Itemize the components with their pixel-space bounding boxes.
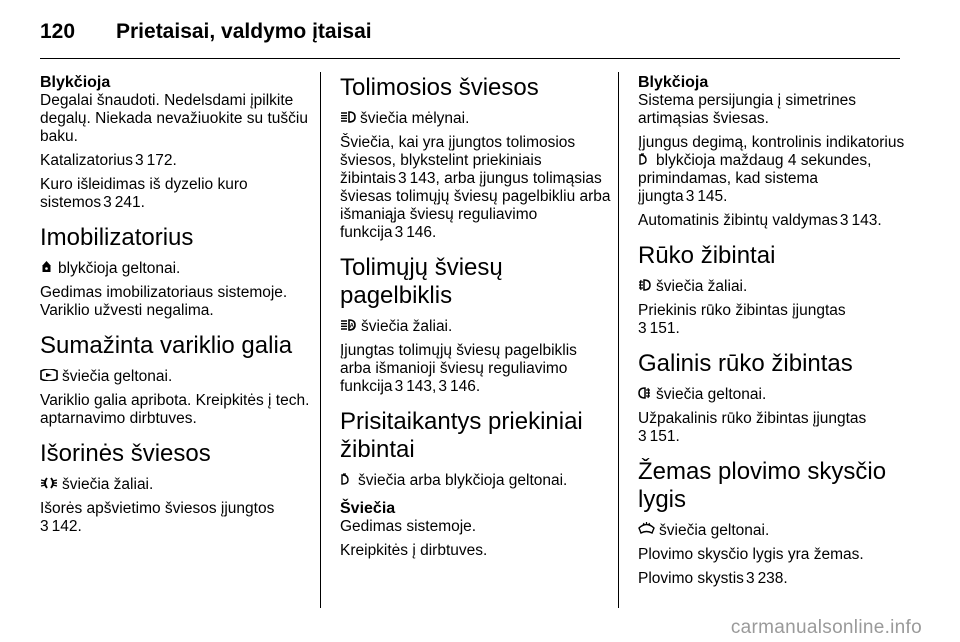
- washer-fluid-ref: Plovimo skystis 3 238.: [638, 570, 788, 587]
- page-ref-arrow-icon: 3: [398, 170, 407, 187]
- column-3: [638, 74, 910, 594]
- exterior-lights-heading: Išorinės šviesos: [40, 440, 211, 467]
- page-ref-arrow-icon: 3: [40, 518, 49, 535]
- high-beam-assist-text: Įjungtas tolimųjų šviesų pagelbiklis arba išmanioji šviesų reguliavimo funkcija 3 143, 3 146.: [340, 342, 577, 395]
- page-header: [40, 20, 372, 44]
- fog-lights-status: šviečia žaliai.: [638, 278, 910, 296]
- reduced-power-text: Variklio galia apribota. Kreipkitės į tech. aptarnavimo dirbtuves.: [40, 392, 310, 427]
- page-ref-arrow-icon: 3: [745, 570, 755, 587]
- high-beam-status: šviečia mėlynai.: [340, 110, 612, 128]
- high-beam-heading: Tolimosios šviesos: [340, 74, 539, 101]
- exterior-light-icon: [40, 476, 58, 494]
- column-2: [340, 74, 612, 566]
- washer-low-text: Plovimo skysčio lygis yra žemas.: [638, 546, 864, 563]
- washer-fluid-icon: [638, 522, 655, 540]
- fog-lights-heading: Rūko žibintai: [638, 242, 776, 269]
- adaptive-forward-light-icon: [340, 472, 354, 490]
- page-ref-arrow-icon: 3: [135, 152, 144, 169]
- contact-workshop-text: Kreipkitės į dirbtuves.: [340, 542, 488, 559]
- column-divider-2: [618, 72, 619, 608]
- high-beam-text: Šviečia, kai yra įjungtos tolimosios šviesos, blykstelint priekiniais žibintais 3 143, arba įjungus tolimąsias šviesas tolimųjų šviesų pagelbikliu arba išmaniąja šviesų reguliavimo funkcija 3 146.: [340, 134, 611, 241]
- blink-subheading: Blykčioja: [40, 74, 111, 91]
- fuel-warning-text: Degalai šnaudoti. Nedelsdami įpilkite degalų. Niekada nevažiuokite su tuščiu baku.: [40, 92, 308, 145]
- high-beam-assist-status: A šviečia žaliai.: [340, 318, 612, 336]
- page-ref-arrow-icon: 3: [685, 188, 695, 205]
- immobilizer-status: blykčioja geltonai.: [40, 260, 312, 278]
- watermark: carmanualsonline.info: [730, 617, 922, 638]
- column-divider-1: [320, 72, 321, 608]
- column-1: [40, 74, 312, 536]
- page-ref-arrow-icon: 3: [638, 320, 647, 337]
- lit-subheading: Šviečia: [340, 500, 396, 517]
- exterior-lights-ref: Išorės apšvietimo šviesos įjungtos 3 142.: [40, 500, 275, 535]
- header-rule: [40, 58, 900, 59]
- catalyst-ref: Katalizatorius 3 172.: [40, 152, 177, 169]
- reduced-power-status: šviečia geltonai.: [40, 368, 312, 386]
- adaptive-lights-heading: Prisitaikantys priekiniai žibintai: [340, 408, 583, 463]
- symmetric-beam-text: Sistema persijungia į simetrines artimąsias šviesas.: [638, 92, 856, 127]
- page-ref-arrow-icon: 3: [103, 194, 112, 211]
- exterior-lights-status: šviečia žaliai.: [40, 476, 312, 494]
- page-ref-arrow-icon: 3: [394, 378, 404, 395]
- immobilizer-heading: Imobilizatorius: [40, 224, 194, 251]
- system-fault-text: Gedimas sistemoje.: [340, 518, 477, 535]
- blink-subheading-2: Blykčioja: [638, 74, 709, 91]
- auto-light-ref: Automatinis žibintų valdymas 3 143.: [638, 212, 882, 229]
- page-ref-arrow-icon: 3: [638, 428, 647, 445]
- rear-fog-ref: Užpakalinis rūko žibintas įjungtas 3 151.: [638, 410, 867, 445]
- front-fog-ref: Priekinis rūko žibintas įjungtas 3 151.: [638, 302, 846, 337]
- page-title: Prietaisai, valdymo įtaisai: [116, 20, 372, 43]
- engine-power-icon: [40, 368, 58, 386]
- high-beam-assist-icon: [340, 318, 357, 336]
- adaptive-lights-status: šviečia arba blykčioja geltonai.: [340, 472, 612, 490]
- immobilizer-icon: [40, 260, 54, 278]
- high-beam-icon: [340, 110, 356, 128]
- washer-fluid-heading: Žemas plovimo skysčio lygis: [638, 458, 887, 513]
- high-beam-assist-heading: Tolimųjų šviesų pagelbiklis: [340, 254, 503, 309]
- svg-text:A: A: [349, 323, 354, 330]
- ignition-indicator-text: Įjungus degimą, kontrolinis indikatorius blykčioja maždaug 4 sekundes, primindamas, kad sistema įjungta 3 145.: [638, 134, 905, 205]
- front-fog-light-icon: [638, 278, 652, 296]
- rear-fog-heading: Galinis rūko žibintas: [638, 350, 853, 377]
- immobilizer-text: Gedimas imobilizatoriaus sistemoje. Variklio užvesti negalima.: [40, 284, 288, 319]
- page-ref-arrow-icon: 3: [839, 212, 849, 229]
- washer-fluid-status: šviečia geltonai.: [638, 522, 910, 540]
- rear-fog-status: šviečia geltonai.: [638, 386, 910, 404]
- page-number: 120: [40, 20, 76, 43]
- adaptive-forward-light-icon: [638, 152, 652, 170]
- diesel-ref: Kuro išleidimas iš dyzelio kuro sistemos 3 241.: [40, 176, 248, 211]
- page-ref-arrow-icon: 3: [438, 378, 447, 395]
- page-ref-arrow-icon: 3: [394, 224, 404, 241]
- rear-fog-light-icon: [638, 386, 652, 404]
- reduced-power-heading: Sumažinta variklio galia: [40, 332, 293, 359]
